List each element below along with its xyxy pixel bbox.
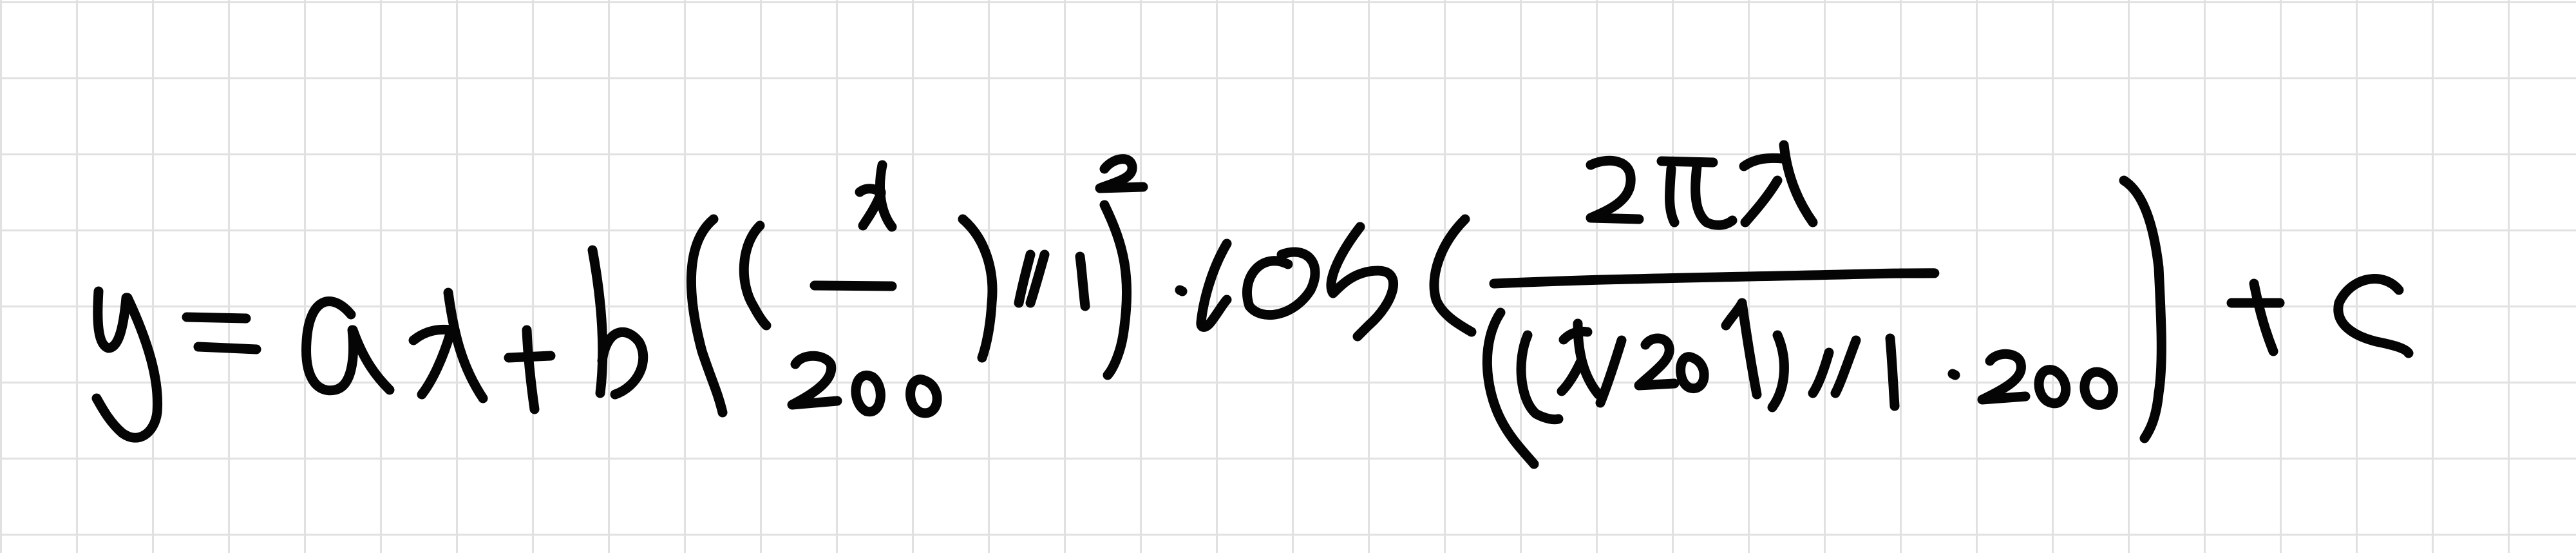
paren-inner-close	[963, 219, 992, 358]
glyph-lambda-numerator	[860, 165, 892, 227]
glyph-plus-1	[509, 330, 551, 409]
paren-denom-inner-close	[1772, 335, 1784, 407]
glyph-200-denominator-1	[792, 356, 937, 413]
paren-outer-open	[691, 219, 723, 412]
glyph-cos	[1201, 227, 1394, 336]
glyph-c	[2338, 279, 2409, 353]
glyph-lambda-denominator	[1562, 324, 1598, 394]
glyph-lambda-1	[413, 293, 483, 398]
glyph-dot-1	[1180, 290, 1182, 291]
glyph-200-denominator-2	[1982, 354, 2113, 405]
glyph-plus-2	[2231, 284, 2280, 351]
paren-denom-close	[1890, 338, 1895, 406]
bracket-outer-close	[1104, 205, 1127, 375]
paren-denom-inner-open	[1521, 335, 1558, 420]
paren-cos-close	[2124, 180, 2161, 438]
glyph-equals	[187, 317, 256, 349]
glyph-201	[1639, 303, 1757, 394]
glyph-mu-1	[1019, 255, 1045, 303]
paren-cos-open	[1434, 219, 1472, 332]
glyph-y	[97, 291, 158, 438]
fraction-bar-2	[1494, 273, 1935, 284]
glyph-exponent-2	[1100, 159, 1143, 188]
glyph-a	[307, 302, 390, 391]
glyph-b	[592, 250, 643, 394]
glyph-2pi-lambda	[1591, 145, 1813, 225]
glyph-slash	[1600, 340, 1622, 403]
paren-outer-close	[1080, 257, 1085, 306]
glyph-mu-2	[1813, 340, 1856, 393]
glyph-dot-2	[1953, 374, 1955, 375]
paren-inner-open	[744, 226, 766, 325]
